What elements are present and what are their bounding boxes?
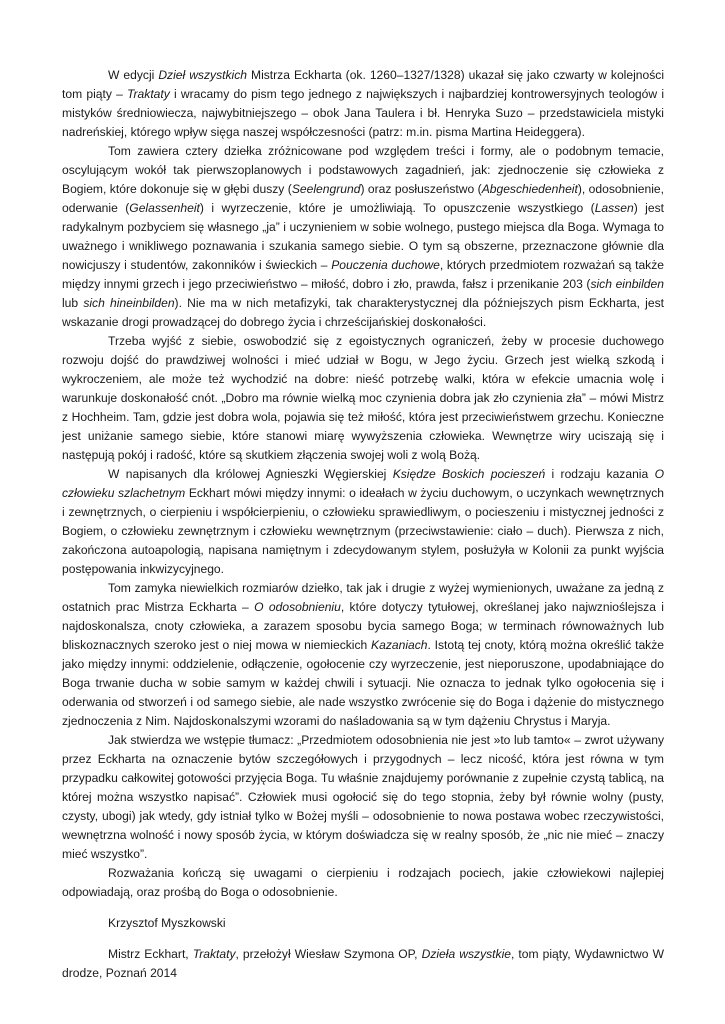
author-signature: Krzysztof Myszkowski (108, 916, 226, 930)
paragraph-self-transcendence (62, 332, 664, 465)
italic-title: Gelassenheit (129, 201, 200, 215)
italic-title: Traktaty (127, 87, 170, 101)
text-run: ) i wyrzeczenie, które je umożliwiają. To opuszczenie wszystkiego ( (199, 201, 595, 215)
text-run: ). Nie ma w nich metafizyki, tak charakterystycznej dla późniejszych pism Eckharta, jest wskazanie drogi prowadzącej do dobrego życia i chrześcijańskiej doskonałości. (62, 296, 665, 329)
italic-title: Kazaniach (371, 638, 428, 652)
text-run: Trzeba wyjść z siebie, oswobodzić się z egoistycznych ograniczeń, żeby w procesie duchowego rozwoju dojść do prawdziwej wolności i mieć udział w Bogu, w Jego życiu. Grzech jest wielką szkodą i wykroczeniem, ale może też wychodzić na dobre: nieść potrzebę walki, która w efekcie umacnia wolę i warunkuje doskonałość cnót. „Dobro ma równie wielką moc czynienia dobra jak zło czynienia zła” – mówi Mistrz z Hochheim. Tam, gdzie jest dobra wola, pojawia się też miłość, która jest przeciwieństwem grzechu. Konieczne jest uniżanie samego siebie, które stanowi miarę wywyższenia człowieka. Wewnętrze wiry uciszają się i następują pokój i radość, które są skutkiem złączenia swojej woli z wolą Bożą. (62, 334, 664, 462)
italic-title: Dzieł wszystkich (158, 68, 247, 82)
italic-title: Pouczenia duchowe (331, 258, 440, 272)
text-run: . Istotą tej cnoty, którą można określić także jako między innymi: oddzielenie, odłączenie, ogołocenie czy wyrzeczenie, jest nieporuszone, upodabniające do Boga trwanie ducha w sobie samym w każdej chwili i sytuacji. Nie oznacza to jednak tylko ogołocenia się i oderwania od stworzeń i od samego siebie, ale nade wszystko zwrócenie się do Boga i dążenie do mistycznego zjednoczenia z Nim. Najdoskonalszymi wzorami do naśladowania są w tym dążeniu Chrystus i Maryja. (62, 638, 664, 728)
italic-title: O człowieku szlachetnym (62, 467, 664, 500)
text-run: , przełożył Wiesław Szymona OP, (235, 947, 422, 961)
text-run: ) oraz posłuszeństwo ( (360, 182, 482, 196)
italic-title: sich einbilden (590, 277, 664, 291)
text-run: Rozważania kończą się uwagami o cierpieniu i rodzajach pociech, jakie człowiekowi najlepiej odpowiadają, oraz prośbą do Boga o odosobnienie. (62, 866, 664, 899)
text-run: Tom zawiera cztery dziełka zróżnicowane pod względem treści i formy, ale o podobnym temacie, oscylującym wokół tak pierwszoplanowych i podstawowych zagadnień, jak: zjednoczenie się człowieka z Bogiem, które dokonuje się w głębi duszy ( (62, 144, 664, 196)
italic-title: Seelengrund (291, 182, 361, 196)
paragraph-contents (62, 142, 664, 332)
text-run: i wracamy do pism tego jednego z największych i najbardziej kontrowersyjnych teologów i mistyków średniowiecza, najwybitniejszego – obok Jana Taulera i bł. Henryka Suzo – przedstawiciela mistyki nadreńskiej, którego wpływ sięga naszej współczesności (patrz: m.in. pisma Martina Heideggera). (62, 87, 665, 139)
italic-title: sich hineinbilden (83, 296, 175, 310)
text-run: lub (62, 296, 84, 310)
text-run: ), odosobnienie, oderwanie ( (62, 182, 664, 215)
italic-title: Abgeschiedenheit (481, 182, 578, 196)
text-run: i rodzaju kazania (545, 467, 655, 481)
text-run: Eckhart mówi między innymi: o ideałach w życiu duchowym, o uczynkach wewnętrznych i zewnętrznych, o cierpieniu i współcierpieniu, o człowieku sprawiedliwym, o pocieszeniu i mistycznej jedności z Bogiem, o człowieku zewnętrznym i człowieku wewnętrznym (przeciwstawienie: ciało – duch). Pierwsza z nich, zakończona autoapologią, napisana namiętnym i zdecydowanym stylem, posłużyła w Kolonii za punkt wyjścia postępowania inkwizycyjnego. (62, 486, 665, 576)
text-run: , których przedmiotem rozważań są także między innymi grzech i jego przeciwieństwo – miłość, dobro i zło, prawda, fałsz i przenikanie 203 ( (62, 258, 664, 291)
text-run: W edycji (108, 68, 159, 82)
paragraph-translator-quote (62, 731, 664, 864)
paragraph-on-detachment (62, 579, 664, 731)
text-run: Mistrz Eckhart, (108, 947, 193, 961)
italic-title: Lassen (594, 201, 634, 215)
paragraph-intro (62, 66, 664, 142)
text-run: Tom zamyka niewielkich rozmiarów dziełko, tak jak i drugie z wyżej wymienionych, uważane za jedną z ostatnich prac Mistrza Eckharta – (62, 581, 664, 614)
text-run: Mistrza Eckharta (ok. 1260–1327/1328) ukazał się jako czwarty w kolejności tom piąty – (62, 68, 665, 101)
text-run: ) jest radykalnym pozbyciem się własnego „ja” i uczynieniem w sobie wolnego, pustego miejsca dla Boga. Wymaga to uważnego i wnikliwego poznawania i szukania samego siebie. O tym są obszerne, przeznaczone głównie dla nowicjuszy i studentów, zakonników i świeckich – (62, 201, 664, 272)
text-run: , które dotyczy tytułowej, określanej jako najwznioślejsza i najdoskonalsza, cnoty człowieka, a zarazem sposobu bycia samego Boga; w terminach równoważnych lub bliskoznacznych szeroko jest o niej mowa w niemieckich (62, 600, 664, 652)
text-run: Jak stwierdza we wstępie tłumacz: „Przedmiotem odosobnienia nie jest »to lub tamto« – zwrot używany przez Eckharta na oznaczenie bytów szczegółowych i przygodnych – lecz nicość, która jest równa w tym przypadku całkowitej gotowości przyjęcia Boga. Tu właśnie znajdujemy porównanie z zupełnie czystą tablicą, na której można wszystko napisać”. Człowiek musi ogołocić się do tego stopnia, żeby był równie wolny (pusty, czysty, ubogi) jak wtedy, gdy istniał tylko w Bożej myśli – odosobnienie to nowa postawa wobec rzeczywistości, wewnętrzna wolność i nowy sposób życia, w którym doświadcza się w realny sposób, że „nic nie mieć – znaczy mieć wszystko”. (62, 733, 664, 861)
italic-title: Księdze Boskich pocieszeń (392, 467, 546, 481)
paragraph-book-of-consolation (62, 465, 664, 579)
italic-title: Dzieła wszystkie (421, 947, 511, 961)
paragraph-closing (62, 864, 664, 902)
bibliographic-note (62, 945, 664, 983)
text-run: W napisanych dla królowej Agnieszki Węgierskiej (108, 467, 393, 481)
review-body (62, 66, 664, 902)
italic-title: Traktaty (192, 947, 236, 961)
document-page (62, 66, 664, 983)
italic-title: O odosobnieniu (254, 600, 341, 614)
text-run: , tom piąty, Wydawnictwo W drodze, Poznań 2014 (62, 947, 664, 980)
